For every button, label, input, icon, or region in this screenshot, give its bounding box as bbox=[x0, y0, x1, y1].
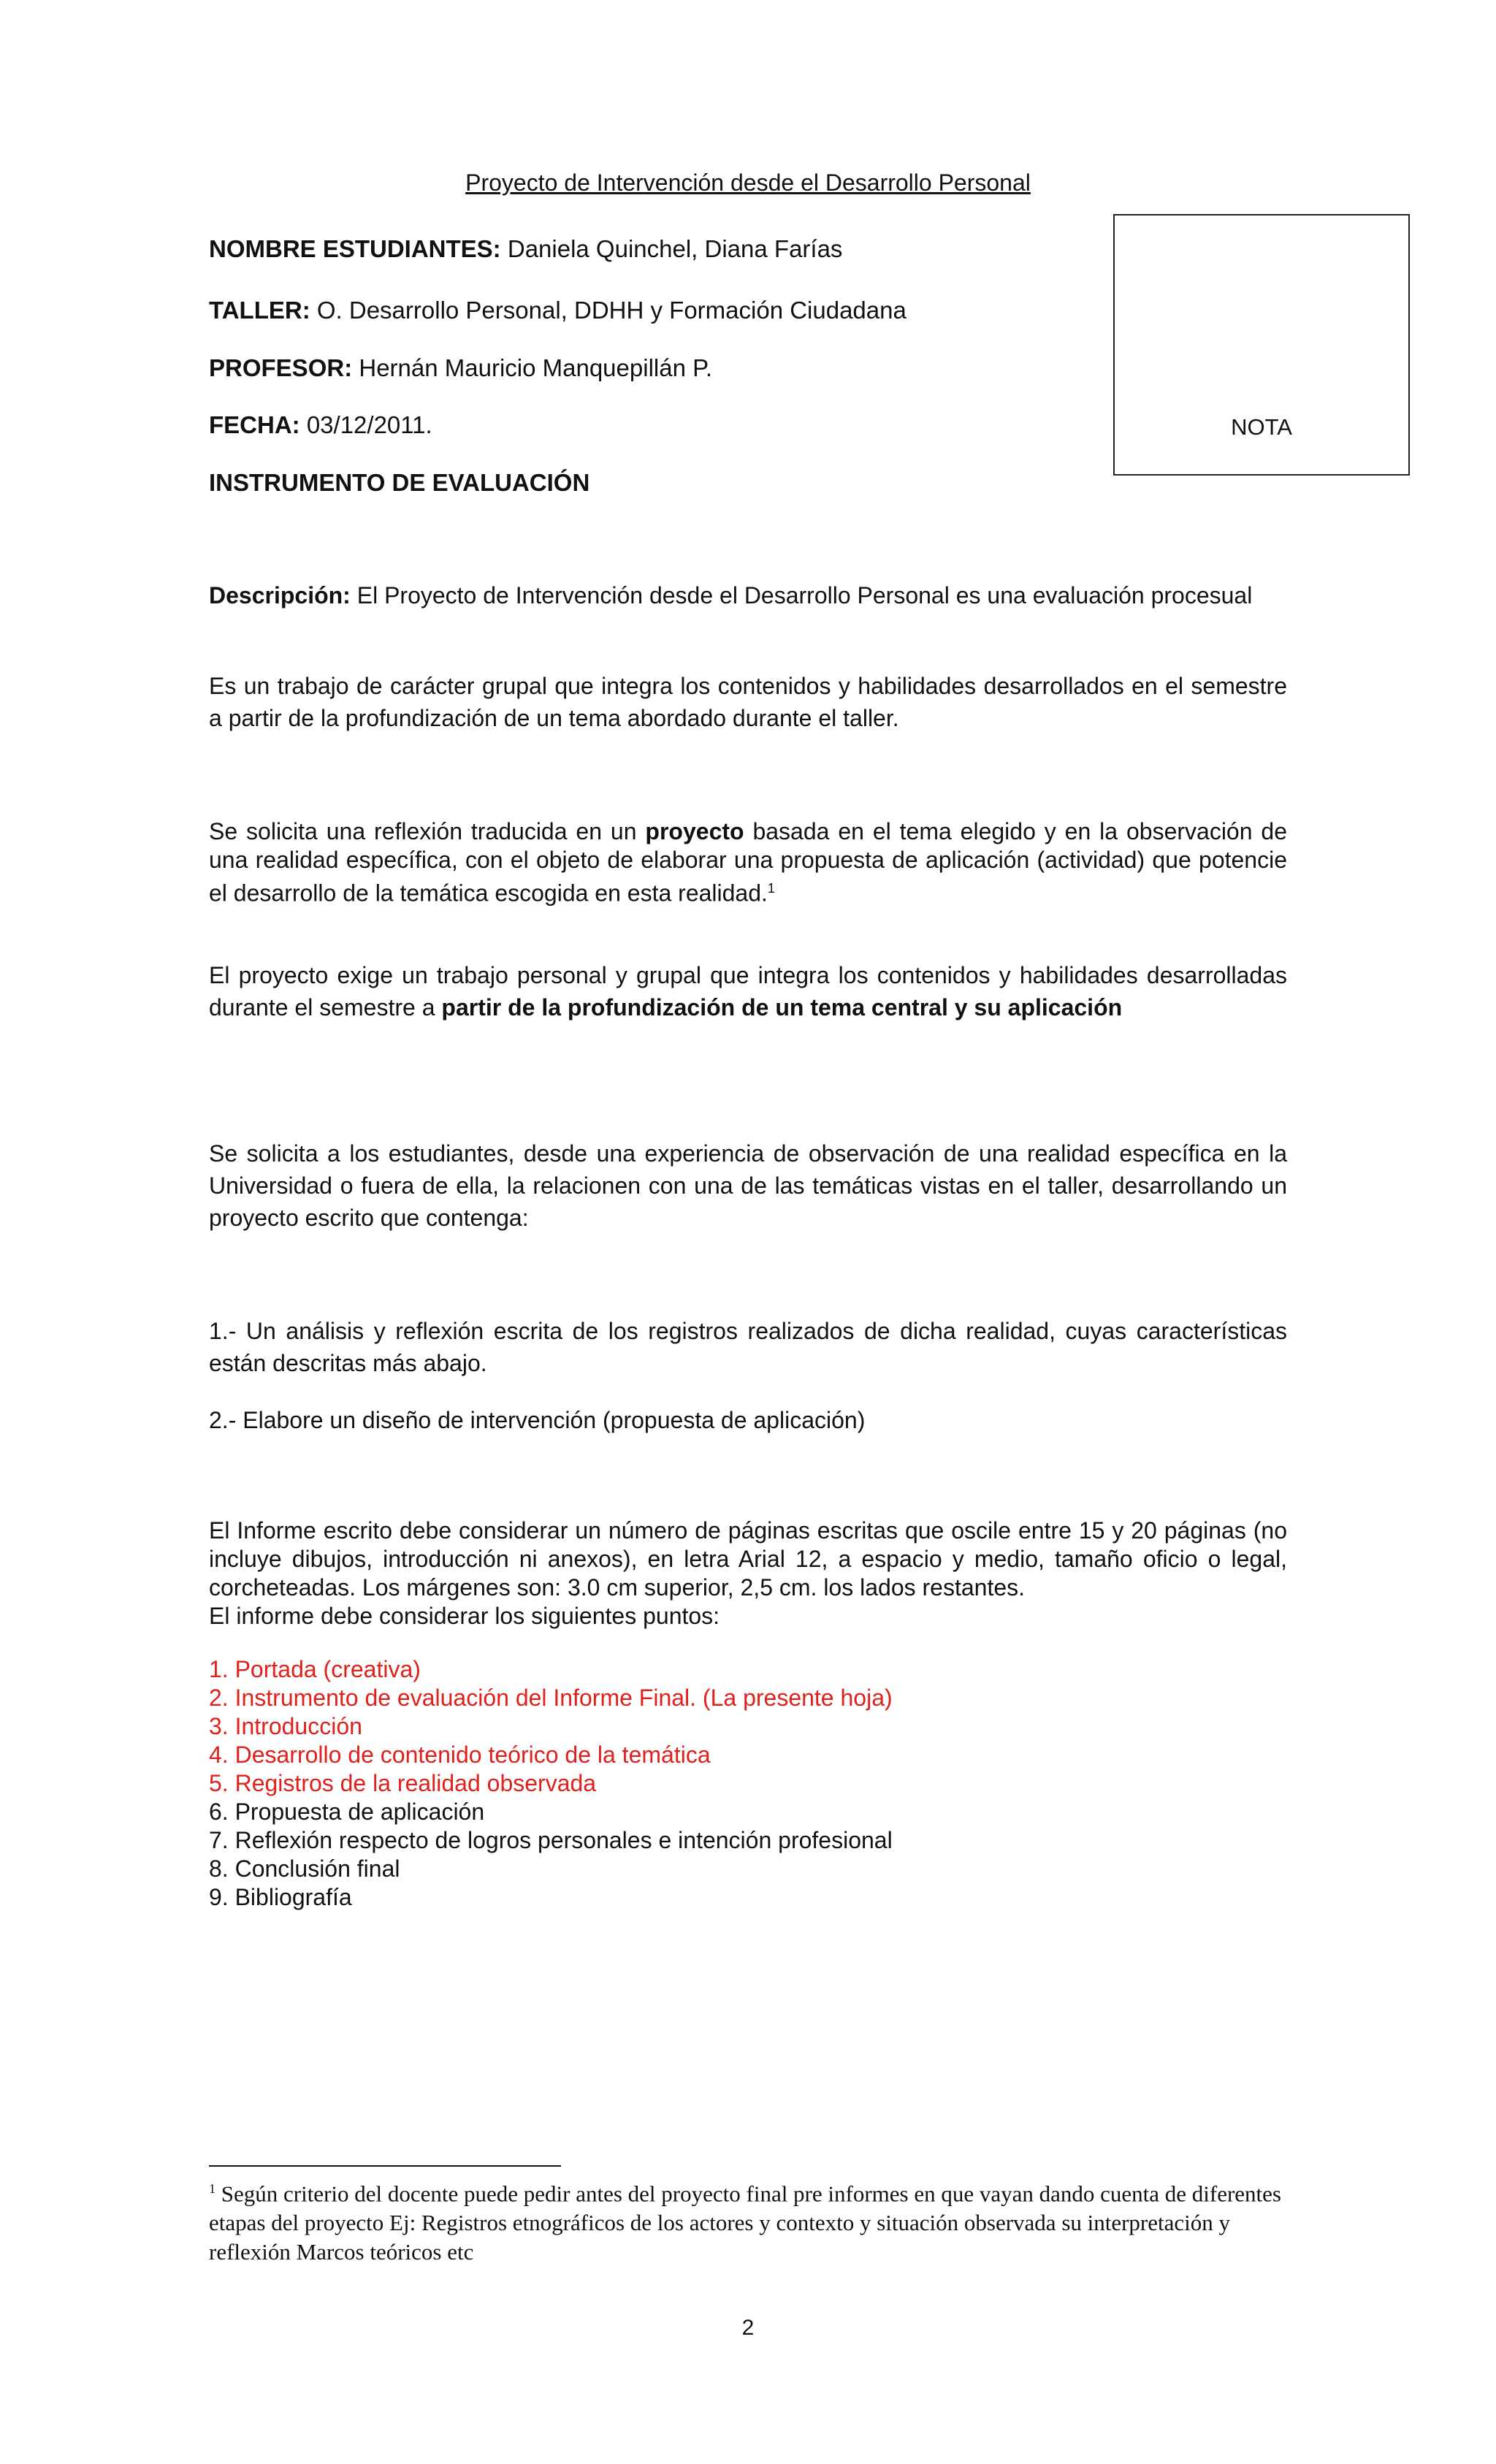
list-item: 3. Introducción bbox=[209, 1713, 362, 1739]
students-line bbox=[209, 235, 842, 263]
students-value: Daniela Quinchel, Diana Farías bbox=[507, 235, 843, 262]
paragraph-reflection: Se solicita una reflexión traducida en un proyecto basada en el tema elegido y en la observación de una realidad específica, con el objeto de elaborar una propuesta de aplicación (actividad) que potencie el desarrollo de la temática escogida en esta realidad.$^1$ bbox=[209, 818, 1288, 907]
taller-value: O. Desarrollo Personal, DDHH y Formación Ciudadana bbox=[316, 297, 907, 324]
description-text: El Proyecto de Intervención desde el Desarrollo Personal es una evaluación procesual bbox=[356, 582, 1253, 609]
grade-label: NOTA bbox=[1231, 414, 1292, 440]
deliverable-item-2: 2.- Elabore un diseño de intervención (propuesta de aplicación) bbox=[209, 1407, 866, 1433]
list-item: 5. Registros de la realidad observada bbox=[209, 1770, 597, 1796]
profesor-line bbox=[209, 354, 712, 382]
profesor-value: Hernán Mauricio Manquepillán P. bbox=[359, 354, 713, 381]
fecha-line bbox=[209, 411, 432, 439]
list-item: 8. Conclusión final bbox=[209, 1855, 400, 1882]
report-points-list bbox=[209, 1655, 1287, 1912]
deliverable-item-1: 1.- Un análisis y reflexión escrita de los registros realizados de dicha realidad, cuyas características están descritas más abajo. bbox=[209, 1318, 1287, 1376]
footnote-reference: 1 bbox=[767, 881, 775, 896]
paragraph-requirements: El proyecto exige un trabajo personal y grupal que integra los contenidos y habilidades desarrolladas durante el semestre a partir de la profundización de un tema central y su aplicación bbox=[209, 962, 1287, 1021]
grade-box bbox=[1113, 214, 1410, 476]
fecha-value: 03/12/2011. bbox=[306, 411, 432, 438]
footnote-text: Según criterio del docente puede pedir antes del proyecto final pre informes en que vayan dando cuenta de diferentes etapas del proyecto Ej: Registros etnográficos de los actores y contexto y situación observada su interpretación y reflexión Marcos teóricos etc bbox=[209, 2181, 1281, 2265]
taller-label: TALLER: bbox=[209, 297, 310, 324]
paragraph-group-work: Es un trabajo de carácter grupal que integra los contenidos y habilidades desarrollados en el semestre a partir de la profundización de un tema abordado durante el taller. bbox=[209, 673, 1287, 731]
footnote bbox=[209, 2174, 1287, 2267]
paragraph-students: Se solicita a los estudiantes, desde una experiencia de observación de una realidad específica en la Universidad o fuera de ella, la relacionen con una de las temáticas vistas en el taller, desarrollando un proyecto escrito que contenga: bbox=[209, 1140, 1287, 1231]
instrumento-heading: INSTRUMENTO DE EVALUACIÓN bbox=[209, 469, 590, 496]
taller-line bbox=[209, 297, 907, 324]
central-theme-emphasis: partir de la profundización de un tema central y su aplicación bbox=[441, 994, 1123, 1021]
document-title: Proyecto de Intervención desde el Desarrollo Personal bbox=[465, 169, 1031, 196]
profesor-label: PROFESOR: bbox=[209, 354, 353, 381]
list-item: 7. Reflexión respecto de logros personales e intención profesional bbox=[209, 1827, 893, 1853]
project-keyword: proyecto bbox=[645, 818, 744, 844]
list-item: 1. Portada (creativa) bbox=[209, 1656, 421, 1682]
footnote-mark: 1 bbox=[209, 2181, 215, 2196]
list-item: 6. Propuesta de aplicación bbox=[209, 1799, 485, 1825]
list-item: 9. Bibliografía bbox=[209, 1884, 352, 1910]
list-item: 4. Desarrollo de contenido teórico de la temática bbox=[209, 1742, 711, 1768]
fecha-label: FECHA: bbox=[209, 411, 300, 438]
points-intro: El informe debe considerar los siguientes puntos: bbox=[209, 1603, 720, 1629]
paragraph-format: El Informe escrito debe considerar un número de páginas escritas que oscile entre 15 y 20 páginas (no incluye dibujos, introducción ni anexos), en letra Arial 12, a espacio y medio, tamaño oficio o legal, corcheteadas. Los márgenes son: 3.0 cm superior, 2,5 cm. los lados restantes. El informe debe considerar los siguientes puntos: bbox=[209, 1517, 1287, 1629]
footnote-separator bbox=[209, 2165, 561, 2167]
description-paragraph bbox=[209, 579, 1287, 611]
page-number: 2 bbox=[741, 2316, 755, 2340]
students-label: NOMBRE ESTUDIANTES: bbox=[209, 235, 501, 262]
list-item: 2. Instrumento de evaluación del Informe Final. (La presente hoja) bbox=[209, 1685, 893, 1711]
description-label: Descripción: bbox=[209, 582, 351, 609]
